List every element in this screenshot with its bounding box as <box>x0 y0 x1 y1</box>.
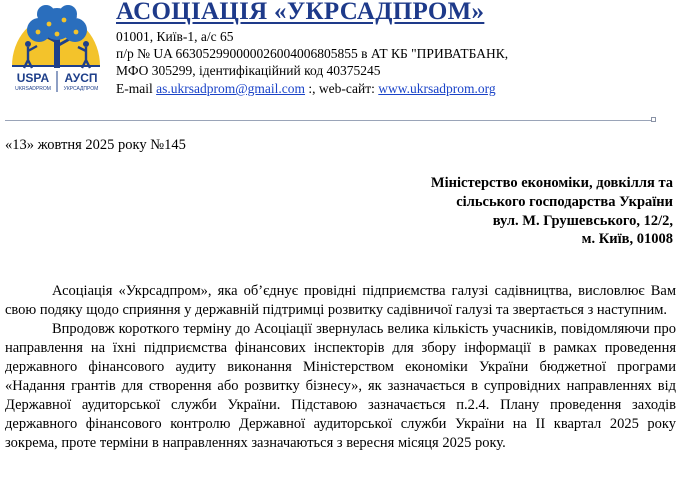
website-label: :, web-сайт: <box>308 81 375 96</box>
email-label: E-mail <box>116 81 153 96</box>
organization-title: АСОЦІАЦІЯ «УКРСАДПРОМ» <box>116 0 485 25</box>
recipient-line: вул. М. Грушевського, 12/2, <box>492 212 673 229</box>
website-link[interactable]: www.ukrsadprom.org <box>378 81 496 96</box>
logo-label-uspa: USPA <box>16 71 50 85</box>
header-divider <box>5 120 653 121</box>
letter-body <box>5 282 676 453</box>
postal-address: 01001, Київ-1, а/с 65 <box>116 29 234 44</box>
email-link[interactable]: as.ukrsadprom@gmail.com <box>156 81 306 96</box>
logo-sub-ausp: УКРСАДПРОМ <box>63 86 99 92</box>
body-paragraph: Асоціація «Укрсадпром», яка об’єднує провідні підприємства галузі садівництва, висловлює Вам свою подяку щодо сприяння у державній підтримці розвитку садівничої галузі та звертається з наступним. <box>5 283 676 318</box>
orchard-emblem-icon <box>4 2 110 94</box>
logo-label-ausp: АУСП <box>64 71 98 85</box>
logo-sub-uspa: UKRSADPROM <box>15 86 51 92</box>
recipient-block <box>431 174 673 249</box>
recipient-line: сільського господарства України <box>456 193 673 210</box>
contact-line <box>116 81 496 97</box>
letter-date-number: «13» жовтня 2025 року №145 <box>5 137 186 153</box>
mfo-and-tax-id: МФО 305299, ідентифікаційний код 40375245 <box>116 63 381 78</box>
bank-account: п/р № UA 663052990000026004006805855 в АТ КБ "ПРИВАТБАНК, <box>116 46 509 61</box>
recipient-line: м. Київ, 01008 <box>581 231 673 248</box>
body-paragraph: Впродовж короткого терміну до Асоціації звернулась велика кількість учасників, повідомляючи про направлення на їхні підприємства фінансових інспекторів для збору інформації в рамках проведення державного фінансового аудиту виконання Міністерством економіки України бюджетної програми «Надання грантів для створення або розвитку бізнесу», як зазначається в супровідних направленнях від Державної аудиторської служби України. Підставою зазначається п.2.4. Плану проведення заходів державного фінансового контролю Державної аудиторської служби України на II квартал 2025 року зокрема, проте терміни в направленнях зазначаються з вересня місяця 2025 року. <box>5 321 676 451</box>
uspa-logo <box>4 2 110 94</box>
divider-end-marker <box>651 117 656 122</box>
recipient-line: Міністерство економіки, довкілля та <box>430 175 673 191</box>
